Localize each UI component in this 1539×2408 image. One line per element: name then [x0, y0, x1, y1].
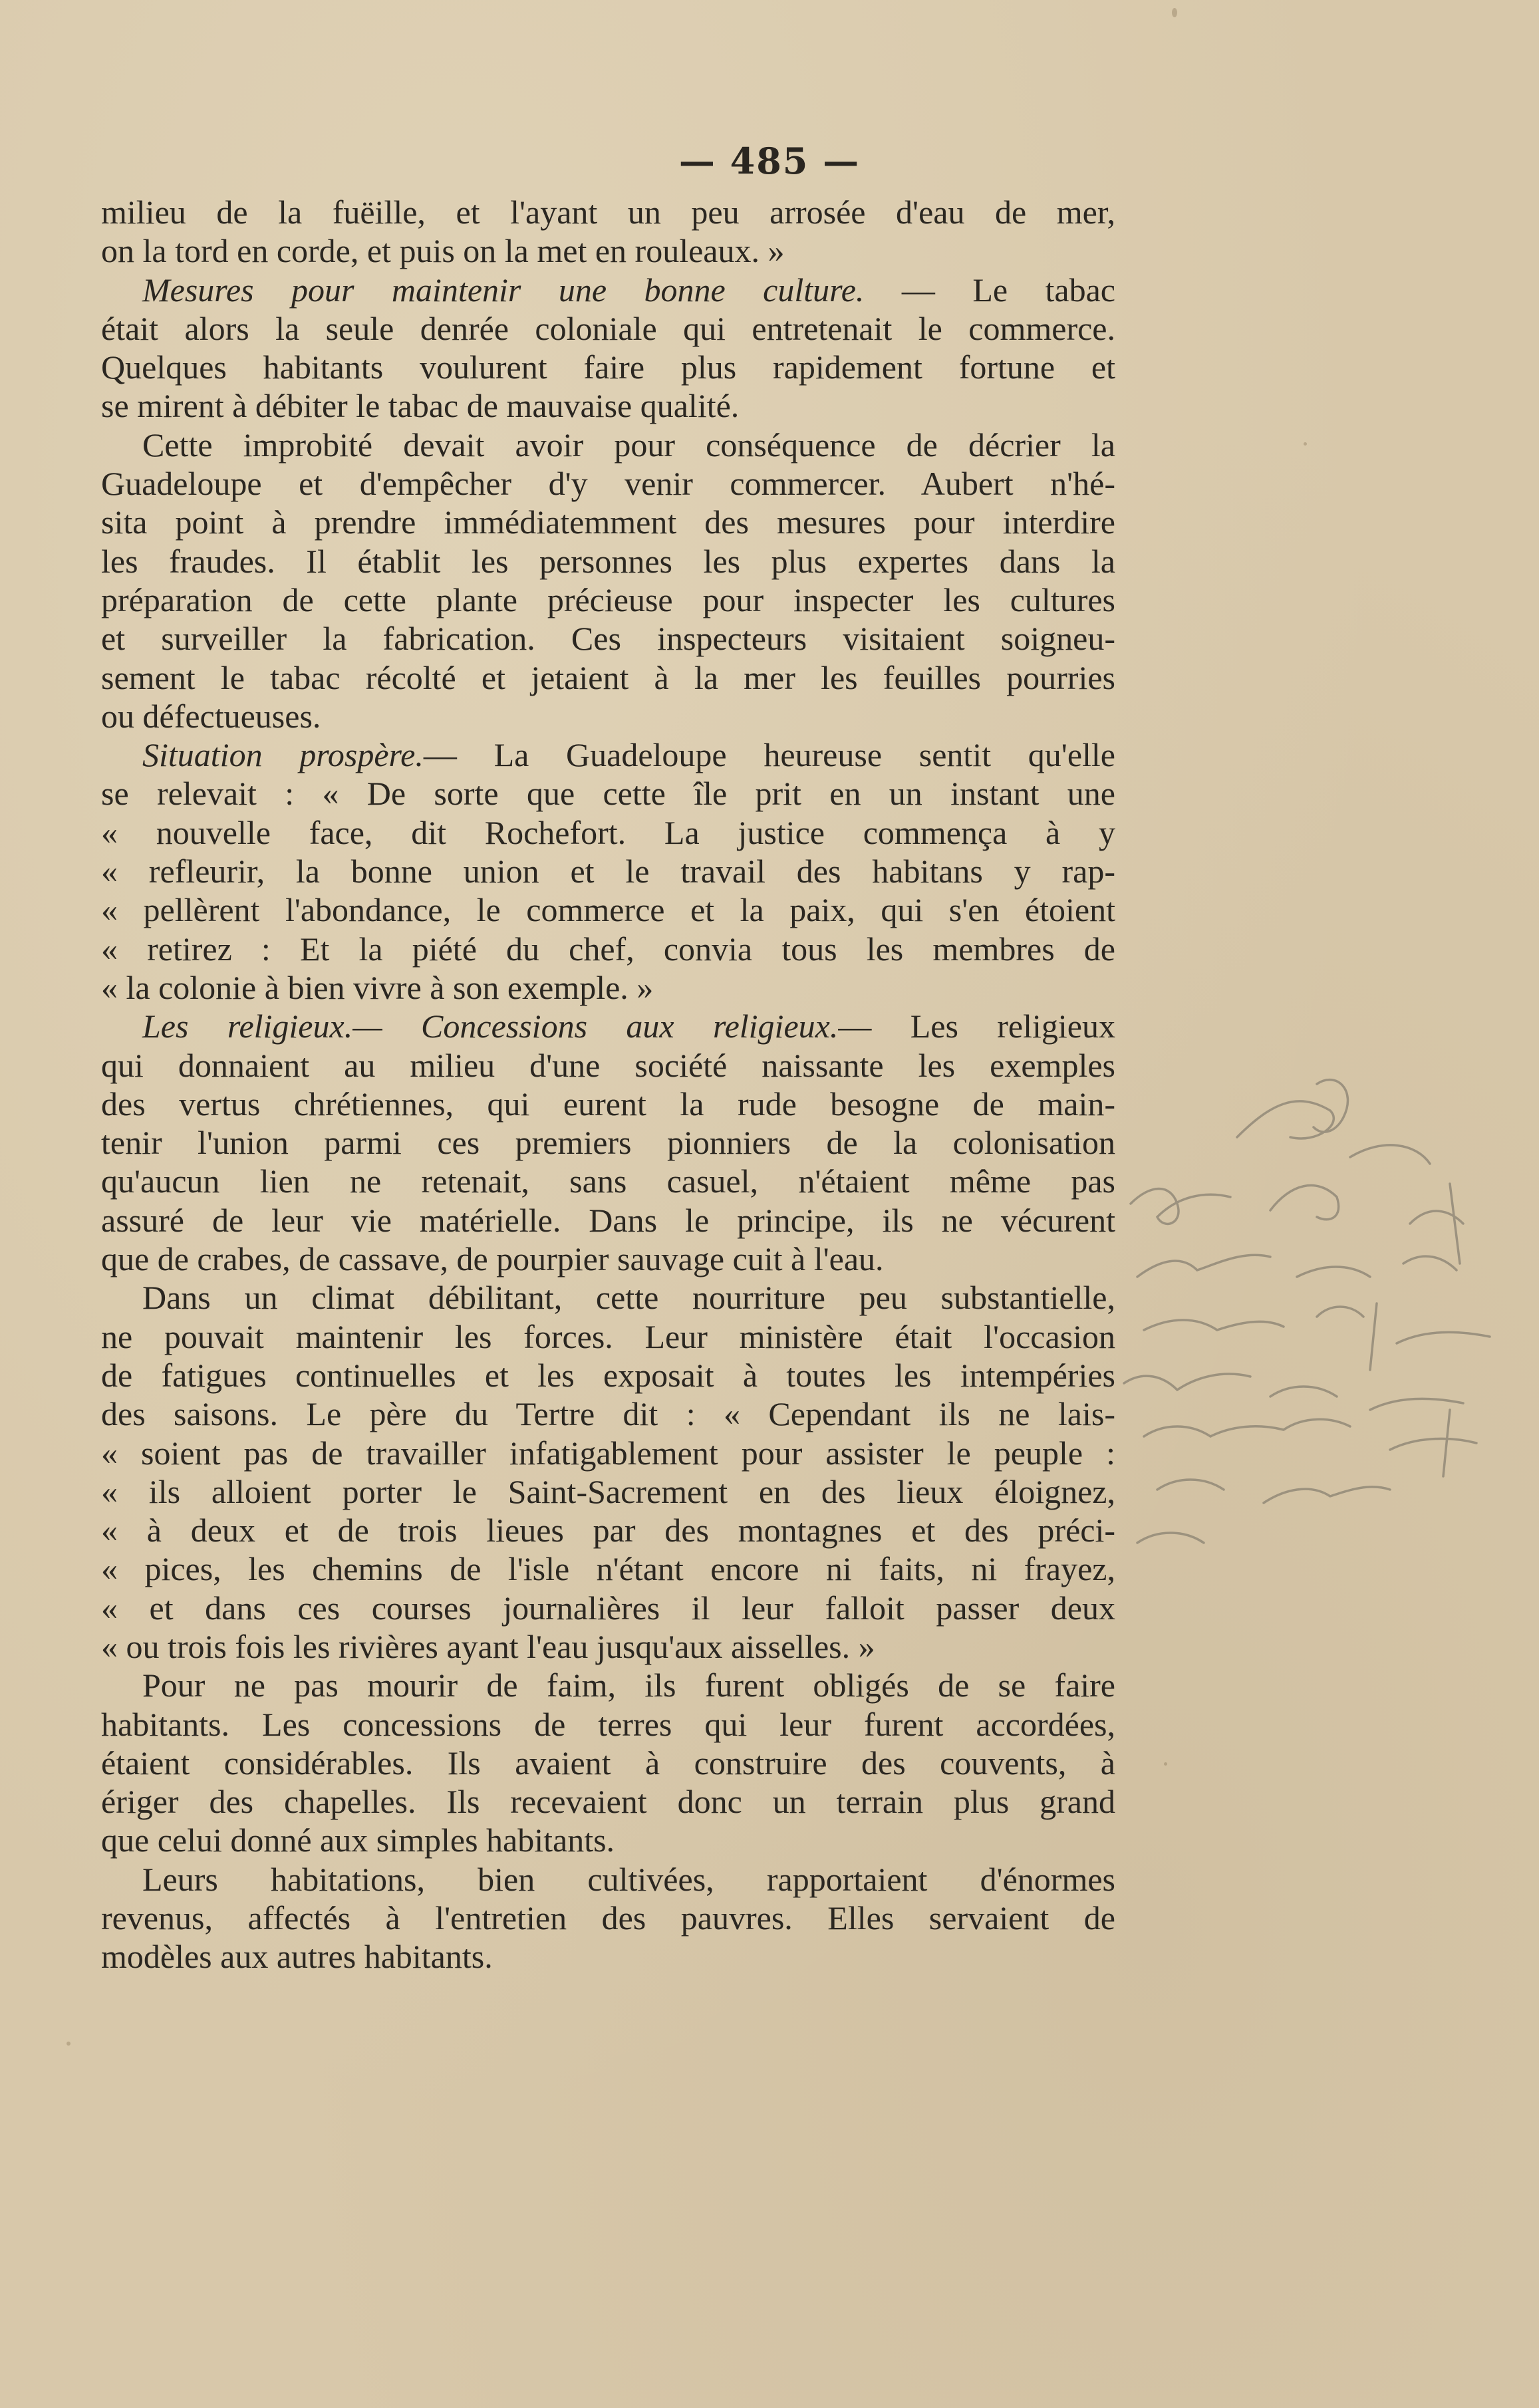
- text-line: [101, 348, 1115, 386]
- line-text: ne pouvait maintenir les forces. Leur ministère était l'occasion: [101, 1317, 1115, 1355]
- line-text: que de crabes, de cassave, de pourpier sauvage cuit à l'eau.: [101, 1240, 884, 1278]
- text-line: [101, 231, 1115, 270]
- text-line: [101, 1395, 1115, 1433]
- paper-speck: [67, 2042, 70, 2046]
- line-text: Quelques habitants voulurent faire plus rapidement fortune et: [101, 348, 1115, 386]
- line-text: — Les religieux: [838, 1007, 1115, 1045]
- line-text: qui donnaient au milieu d'une société naissante les exemples: [101, 1046, 1115, 1084]
- italic-heading: Situation prospère.: [142, 736, 424, 774]
- line-text: Guadeloupe et d'empêcher d'y venir commercer. Aubert n'hé-: [101, 465, 1115, 503]
- text-line: [101, 813, 1115, 852]
- line-text: ou défectueuses.: [101, 697, 321, 735]
- line-text: ériger des chapelles. Ils recevaient donc un terrain plus grand: [101, 1783, 1115, 1821]
- line-text: était alors la seule denrée coloniale qui entretenait le commerce.: [101, 309, 1115, 347]
- line-text: on la tord en corde, et puis on la met en rouleaux. »: [101, 232, 785, 270]
- italic-heading: Les religieux.— Concessions aux religieux.: [142, 1007, 839, 1045]
- line-text: des vertus chrétiennes, qui eurent la rude besogne de main-: [101, 1085, 1115, 1123]
- text-line: [101, 1705, 1115, 1744]
- italic-heading: Mesures pour maintenir une bonne culture.: [142, 271, 865, 309]
- text-line: [101, 1278, 1115, 1317]
- text-line: [101, 1162, 1115, 1200]
- page-number: — 485 —: [678, 140, 861, 182]
- line-text: Leurs habitations, bien cultivées, rapportaient d'énormes: [142, 1860, 1115, 1898]
- line-text: Dans un climat débilitant, cette nourriture peu substantielle,: [142, 1279, 1115, 1317]
- line-text: habitants. Les concessions de terres qui leur furent accordées,: [101, 1705, 1115, 1743]
- line-text: modèles aux autres habitants.: [101, 1938, 493, 1976]
- paper-speck: [1304, 442, 1307, 446]
- text-line: [101, 1589, 1115, 1627]
- line-text: « pellèrent l'abondance, le commerce et la paix, qui s'en étoient: [101, 891, 1115, 929]
- text-line: [101, 1317, 1115, 1356]
- line-text: qu'aucun lien ne retenait, sans casuel, n'étaient même pas: [101, 1162, 1115, 1200]
- text-line: [101, 1666, 1115, 1704]
- line-text: revenus, affectés à l'entretien des pauvres. Elles servaient de: [101, 1899, 1115, 1937]
- line-text: « retirez : Et la piété du chef, convia tous les membres de: [101, 930, 1115, 968]
- text-line: [101, 1744, 1115, 1782]
- paper-speck: [1172, 8, 1177, 17]
- line-text: que celui donné aux simples habitants.: [101, 1821, 615, 1859]
- text-line: [101, 1123, 1115, 1162]
- line-text: — La Guadeloupe heureuse sentit qu'elle: [423, 736, 1115, 774]
- line-text: Cette improbité devait avoir pour conséquence de décrier la: [142, 426, 1115, 464]
- line-text: se relevait : « De sorte que cette île prit en un instant une: [101, 775, 1115, 813]
- text-line: [101, 1549, 1115, 1588]
- text-line: [101, 658, 1115, 697]
- text-line: [101, 193, 1115, 231]
- line-text: « la colonie à bien vivre à son exemple. »: [101, 968, 654, 1006]
- text-line: [101, 542, 1115, 581]
- text-line: [101, 309, 1115, 348]
- text-line: [101, 774, 1115, 813]
- line-text: de fatigues continuelles et les exposait à toutes les intempéries: [101, 1356, 1115, 1394]
- line-text: « ou trois fois les rivières ayant l'eau jusqu'aux aisselles. »: [101, 1627, 875, 1665]
- line-text: « refleurir, la bonne union et le travail des habitans y rap-: [101, 853, 1115, 890]
- text-line: [101, 426, 1115, 464]
- text-line: [101, 1937, 1115, 1976]
- text-line: [101, 852, 1115, 890]
- text-line: [101, 503, 1115, 541]
- paper-speck: [1164, 1762, 1167, 1766]
- line-text: préparation de cette plante précieuse pour inspecter les cultures: [101, 581, 1115, 618]
- text-line: [101, 1860, 1115, 1899]
- text-line: [101, 1201, 1115, 1240]
- line-text: et surveiller la fabrication. Ces inspecteurs visitaient soigneu-: [101, 620, 1115, 658]
- line-text: « soient pas de travailler infatigablement pour assister le peuple :: [101, 1434, 1115, 1472]
- text-line: [101, 386, 1115, 425]
- text-line: [101, 1007, 1115, 1045]
- pencil-marginalia: [1117, 1064, 1530, 1569]
- line-text: sita point à prendre immédiatemment des mesures pour interdire: [101, 503, 1115, 541]
- text-line: [101, 1434, 1115, 1472]
- text-line: [101, 464, 1115, 503]
- line-text: « nouvelle face, dit Rochefort. La justice commença à y: [101, 813, 1115, 851]
- text-line: [101, 930, 1115, 968]
- text-line: [101, 1085, 1115, 1123]
- body-text: [101, 193, 1115, 1976]
- text-line: [101, 1511, 1115, 1549]
- text-line: [101, 1821, 1115, 1859]
- line-text: « pices, les chemins de l'isle n'étant encore ni faits, ni frayez,: [101, 1550, 1115, 1588]
- text-line: [101, 1472, 1115, 1511]
- line-text: Pour ne pas mourir de faim, ils furent obligés de se faire: [142, 1667, 1115, 1704]
- line-text: « ils alloient porter le Saint-Sacrement en des lieux éloignez,: [101, 1472, 1115, 1510]
- text-line: [101, 968, 1115, 1007]
- text-line: [101, 1627, 1115, 1666]
- line-text: milieu de la fuëille, et l'ayant un peu arrosée d'eau de mer,: [101, 194, 1115, 231]
- text-line: [101, 1240, 1115, 1278]
- text-line: [101, 697, 1115, 736]
- text-line: [101, 271, 1115, 309]
- line-text: se mirent à débiter le tabac de mauvaise qualité.: [101, 387, 740, 425]
- line-text: étaient considérables. Ils avaient à construire des couvents, à: [101, 1744, 1115, 1782]
- text-line: [101, 1046, 1115, 1085]
- text-line: [101, 581, 1115, 619]
- line-text: « à deux et de trois lieues par des montagnes et des préci-: [101, 1512, 1115, 1549]
- text-line: [101, 890, 1115, 929]
- line-text: sement le tabac récolté et jetaient à la mer les feuilles pourries: [101, 658, 1115, 696]
- text-line: [101, 619, 1115, 658]
- line-text: — Le tabac: [864, 271, 1115, 309]
- line-text: des saisons. Le père du Tertre dit : « Cependant ils ne lais-: [101, 1395, 1115, 1433]
- line-text: tenir l'union parmi ces premiers pionniers de la colonisation: [101, 1124, 1115, 1162]
- line-text: assuré de leur vie matérielle. Dans le principe, ils ne vécurent: [101, 1201, 1115, 1239]
- text-line: [101, 1782, 1115, 1821]
- line-text: les fraudes. Il établit les personnes les plus expertes dans la: [101, 542, 1115, 580]
- text-line: [101, 1356, 1115, 1395]
- text-line: [101, 1899, 1115, 1937]
- line-text: « et dans ces courses journalières il leur falloit passer deux: [101, 1589, 1115, 1627]
- text-line: [101, 736, 1115, 774]
